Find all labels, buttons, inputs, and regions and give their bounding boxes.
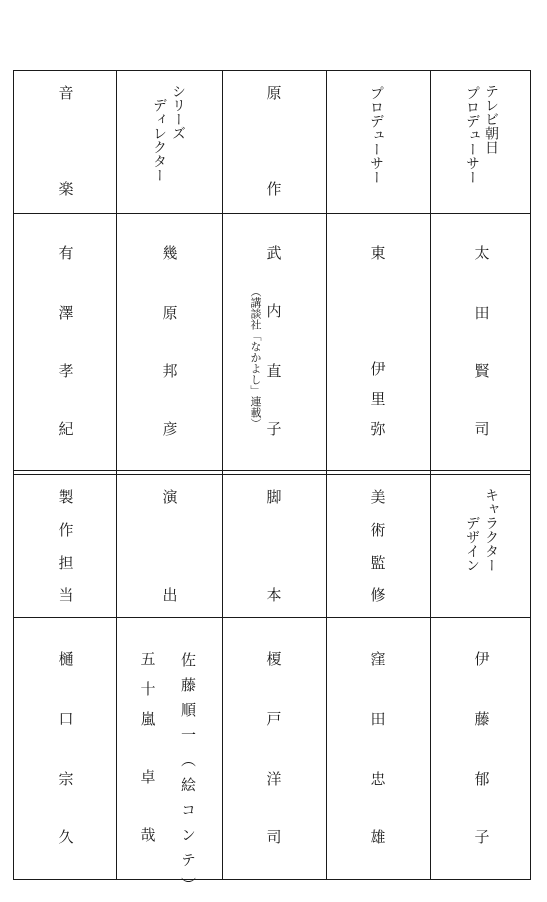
header-original-1: 原 <box>266 84 282 102</box>
name-episode-director-a-4: 卓 <box>140 768 156 786</box>
original-serialization-note: （講談社「なかよし」連載） <box>249 286 262 429</box>
name-producer-1: 東 <box>370 244 386 262</box>
name-script-2: 戸 <box>266 710 282 728</box>
name-tv-asahi-3: 賢 <box>474 362 490 380</box>
name-music-3: 孝 <box>58 362 74 380</box>
table-bottom-border <box>13 879 531 880</box>
table-left-border <box>13 70 14 880</box>
name-character-2: 藤 <box>474 710 490 728</box>
name-episode-director-b: 佐藤順一（絵コンテ） <box>179 652 197 902</box>
header-music-1: 音 <box>58 84 74 102</box>
header-art-4: 修 <box>370 586 386 604</box>
name-producer-3: 里 <box>370 390 386 408</box>
header-script-2: 本 <box>266 586 282 604</box>
header-tv-asahi-line2: プロデューサー <box>464 86 480 184</box>
name-script-1: 榎 <box>266 650 282 668</box>
name-episode-director-a-3: 嵐 <box>140 710 156 728</box>
header-episode-director-1: 演 <box>162 488 178 506</box>
block-divider-b <box>13 474 531 475</box>
name-original-1: 武 <box>266 244 282 262</box>
name-character-4: 子 <box>474 828 490 846</box>
column-divider-3 <box>326 70 327 880</box>
header-art-3: 監 <box>370 554 386 572</box>
name-series-director-3: 邦 <box>162 362 178 380</box>
header-original-2: 作 <box>266 180 282 198</box>
header-production-1: 製 <box>58 488 74 506</box>
header-production-3: 担 <box>58 554 74 572</box>
header-producer: プロデューサー <box>368 86 384 184</box>
name-production-4: 久 <box>58 828 74 846</box>
header-music-2: 楽 <box>58 180 74 198</box>
table-right-border <box>530 70 531 880</box>
header-art-1: 美 <box>370 488 386 506</box>
column-divider-2 <box>222 70 223 880</box>
name-original-3: 直 <box>266 362 282 380</box>
name-tv-asahi-2: 田 <box>474 304 490 322</box>
header-character-line1: キャラクター <box>483 488 499 572</box>
header-tv-asahi-line1: テレビ朝日 <box>483 84 499 154</box>
header-character-line2: デザイン <box>464 516 480 572</box>
table-top-border <box>13 70 531 71</box>
name-series-director-2: 原 <box>162 304 178 322</box>
name-episode-director-a-5: 哉 <box>140 826 156 844</box>
name-art-3: 忠 <box>370 770 386 788</box>
name-production-2: 口 <box>58 710 74 728</box>
name-art-1: 窪 <box>370 650 386 668</box>
header-script-1: 脚 <box>266 488 282 506</box>
name-script-4: 司 <box>266 828 282 846</box>
name-character-3: 郁 <box>474 770 490 788</box>
name-tv-asahi-4: 司 <box>474 420 490 438</box>
name-production-3: 宗 <box>58 770 74 788</box>
column-divider-4 <box>430 70 431 880</box>
name-music-2: 澤 <box>58 304 74 322</box>
name-music-4: 紀 <box>58 420 74 438</box>
name-episode-director-a-2: 十 <box>140 680 156 698</box>
name-art-2: 田 <box>370 710 386 728</box>
name-episode-director-a-1: 五 <box>140 650 156 668</box>
name-production-1: 樋 <box>58 650 74 668</box>
name-art-4: 雄 <box>370 828 386 846</box>
header-series-director-line2: ディレクター <box>151 98 167 182</box>
name-character-1: 伊 <box>474 650 490 668</box>
header-series-director-line1: シリーズ <box>170 84 186 140</box>
header-art-2: 術 <box>370 521 386 539</box>
name-original-2: 内 <box>266 302 282 320</box>
name-producer-4: 弥 <box>370 420 386 438</box>
name-tv-asahi-1: 太 <box>474 244 490 262</box>
name-script-3: 洋 <box>266 770 282 788</box>
header-divider-2 <box>13 617 531 618</box>
header-episode-director-2: 出 <box>162 586 178 604</box>
name-original-4: 子 <box>266 420 282 438</box>
header-divider-1 <box>13 213 531 214</box>
header-production-4: 当 <box>58 586 74 604</box>
name-producer-2: 伊 <box>370 360 386 378</box>
column-divider-1 <box>116 70 117 880</box>
name-series-director-1: 幾 <box>162 244 178 262</box>
name-music-1: 有 <box>58 244 74 262</box>
header-production-2: 作 <box>58 521 74 539</box>
block-divider-a <box>13 470 531 471</box>
name-series-director-4: 彦 <box>162 420 178 438</box>
